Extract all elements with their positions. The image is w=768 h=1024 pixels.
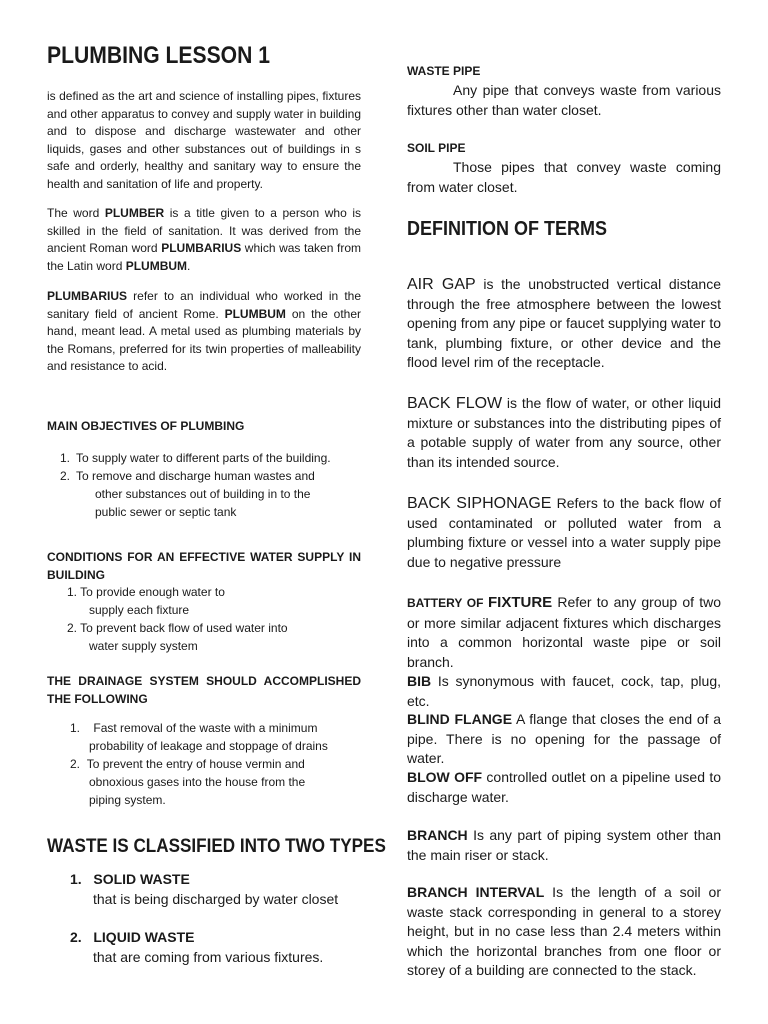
soil-pipe-description: Those pipes that convey waste coming from water closet. (407, 159, 721, 195)
intro-paragraph: is defined as the art and science of installing pipes, fixtures and other apparatus to convey and supply water in building and to dispose and discharge wastewater and other liquids, gases and other substances out of buildings in s safe and orderly, healthy and sanitary way to ensure the health and sanitation of life and property. (47, 89, 361, 191)
list-item: 2. To prevent the entry of house vermin and (70, 757, 305, 771)
list-item-continuation: water supply system (89, 639, 198, 653)
objectives-heading: MAIN OBJECTIVES OF PLUMBING (47, 419, 245, 433)
term-back-flow: BACK FLOW is the flow of water, or other liquid mixture or substances into the distributing pipes of a potable supply of water from any source, other than its intended source. (407, 395, 721, 470)
term-blow-off: BLOW OFF controlled outlet on a pipeline used to discharge water. (407, 769, 721, 805)
term-back-siphonage: BACK SIPHONAGE Refers to the back flow of used contaminated or polluted water from a plumbing fixture or vessel into a water supply pipe due to negative pressure (407, 495, 721, 570)
list-item-continuation: other substances out of building in to the (95, 487, 311, 501)
objectives-list (47, 449, 361, 521)
list-item-description: that is being discharged by water closet (93, 890, 339, 907)
conditions-heading: CONDITIONS FOR AN EFFECTIVE WATER SUPPLY IN BUILDING (47, 550, 361, 582)
soil-pipe-label: SOIL PIPE (407, 141, 466, 155)
list-item: 1. To supply water to different parts of the building. (59, 451, 331, 465)
definitions-heading: DEFINITION OF TERMS (407, 218, 607, 240)
conditions-list (47, 583, 361, 655)
list-item: 2. To prevent back flow of used water into (67, 621, 288, 635)
drainage-heading: THE DRAINAGE SYSTEM SHOULD ACCOMPLISHED THE FOLLOWING (47, 674, 361, 706)
list-item-continuation: piping system. (89, 793, 166, 807)
term-air-gap: AIR GAP is the unobstructed vertical distance through the free atmosphere between the lowest opening from any pipe or faucet supplying water to tank, plumbing fixture, or other device and the flood level rim of the receptacle. (407, 276, 721, 370)
list-item: 2. To remove and discharge human wastes and (59, 469, 315, 483)
list-item-continuation: obnoxious gases into the house from the (89, 775, 306, 789)
waste-pipe-description: Any pipe that conveys waste from various fixtures other than water closet. (407, 82, 721, 118)
term-bib: BIB Is synonymous with faucet, cock, tap, plug, etc. (407, 673, 721, 709)
term-battery-of-fixture: BATTERY OF FIXTURE Refer to any group of two or more similar adjacent fixtures which discharges into a common horizontal waste pipe or soil branch. (407, 594, 721, 670)
list-item-continuation: probability of leakage and stoppage of drains (89, 739, 328, 753)
plumber-paragraph: The word PLUMBER is a title given to a person who is skilled in the field of sanitation. It was derived from the ancient Roman word PLUMBARIUS which was taken from the Latin word PLUMBUM. (47, 206, 362, 273)
page-title: PLUMBING LESSON 1 (47, 42, 270, 69)
waste-pipe-label: WASTE PIPE (407, 64, 481, 78)
drainage-list (47, 719, 361, 809)
list-item: 2. LIQUID WASTE (70, 929, 195, 945)
list-item: 1. SOLID WASTE (70, 871, 190, 887)
waste-types-heading: WASTE IS CLASSIFIED INTO TWO TYPES (47, 836, 386, 857)
term-branch-interval: BRANCH INTERVAL Is the length of a soil or waste stack corresponding in general to a storey height, but in no case less than 2.4 meters within which the horizontal branches from one floor or storey of a building are connected to the stack. (407, 884, 722, 978)
term-branch: BRANCH Is any part of piping system other than the main riser or stack. (407, 827, 721, 863)
list-item-description: that are coming from various fixtures. (93, 948, 324, 965)
list-item-continuation: public sewer or septic tank (95, 505, 237, 519)
list-item-continuation: supply each fixture (89, 603, 190, 617)
plumbarius-paragraph: PLUMBARIUS refer to an individual who worked in the sanitary field of ancient Rome. PLUMBUM on the other hand, meant lead. A metal used as plumbing materials by the Romans, preferred for its twin properties of malleability and resistance to acid. (47, 289, 362, 374)
term-blind-flange: BLIND FLANGE A flange that closes the end of a pipe. There is no opening for the passage of water. (407, 711, 722, 766)
list-item: 1. Fast removal of the waste with a minimum (70, 721, 318, 735)
waste-types-list (47, 870, 361, 967)
list-item: 1. To provide enough water to (67, 585, 225, 599)
